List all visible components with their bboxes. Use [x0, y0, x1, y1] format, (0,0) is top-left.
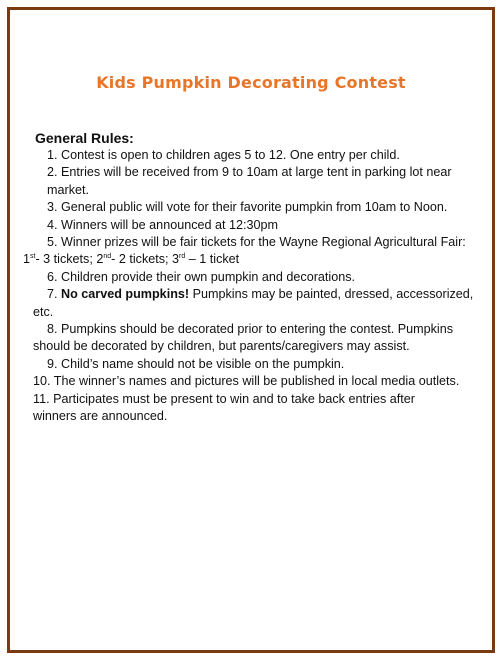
- prize-2-suffix: nd: [103, 253, 112, 261]
- rule-7-number: 7.: [47, 287, 62, 302]
- rule-8-continuation: should be decorated by children, but parents/caregivers may assist.: [33, 339, 410, 354]
- rule-5-text: 5. Winner prizes will be fair tickets for the Wayne Regional Agricultural Fair:: [47, 235, 466, 250]
- rule-2-continuation: market.: [47, 182, 89, 197]
- document-page: [7, 7, 495, 653]
- prize-1-text: - 3 tickets; 2: [35, 252, 104, 267]
- rule-5: [34, 234, 484, 251]
- rule-8-continuation-line: [33, 338, 484, 355]
- rule-8: [34, 321, 484, 338]
- rule-6: [34, 269, 484, 286]
- rule-4: [34, 217, 484, 234]
- document-title: Kids Pumpkin Decorating Contest: [96, 73, 406, 92]
- rule-11-continuation: winners are announced.: [33, 409, 168, 424]
- prize-1-rank: 1: [23, 252, 31, 267]
- rule-6-text: 6. Children provide their own pumpkin and decorations.: [47, 269, 356, 284]
- rule-1: [34, 147, 484, 164]
- prize-1-suffix: st: [30, 253, 36, 261]
- rule-11: [33, 391, 484, 408]
- rule-2: [34, 164, 484, 199]
- rule-7-emphasis: No carved pumpkins!: [61, 287, 190, 302]
- prize-2-text: - 2 tickets; 3: [111, 252, 180, 267]
- rules-heading: General Rules:: [35, 130, 134, 146]
- rule-7-text: Pumpkins may be painted, dressed, accessorized,: [189, 287, 474, 302]
- rule-11-text: 11. Participates must be present to win and to take back entries after: [33, 391, 415, 406]
- rule-1-text: 1. Contest is open to children ages 5 to 12. One entry per child.: [47, 148, 400, 162]
- rules-section: [23, 129, 484, 426]
- rule-10-text: 10. The winner’s names and pictures will be published in local media outlets.: [33, 374, 460, 389]
- rule-3: [34, 199, 484, 216]
- rule-7: [34, 286, 484, 303]
- rule-3-text: 3. General public will vote for their favorite pumpkin from 10am to Noon.: [47, 200, 448, 215]
- rule-7-continuation-line: [33, 304, 484, 321]
- rule-11-continuation-line: [33, 408, 484, 425]
- prize-3-suffix: rd: [179, 253, 186, 261]
- rule-7-continuation: etc.: [33, 304, 54, 319]
- rule-5-prizes: [23, 251, 484, 268]
- rule-9-text: 9. Child’s name should not be visible on the pumpkin.: [47, 356, 345, 371]
- prize-3-text: – 1 ticket: [185, 252, 240, 267]
- rule-2-text: 2. Entries will be received from 9 to 10am at large tent in parking lot near: [47, 165, 452, 180]
- rule-9: [34, 356, 484, 373]
- rule-8-text: 8. Pumpkins should be decorated prior to entering the contest. Pumpkins: [47, 322, 454, 337]
- rule-4-text: 4. Winners will be announced at 12:30pm: [47, 217, 279, 232]
- rule-10: [33, 373, 484, 390]
